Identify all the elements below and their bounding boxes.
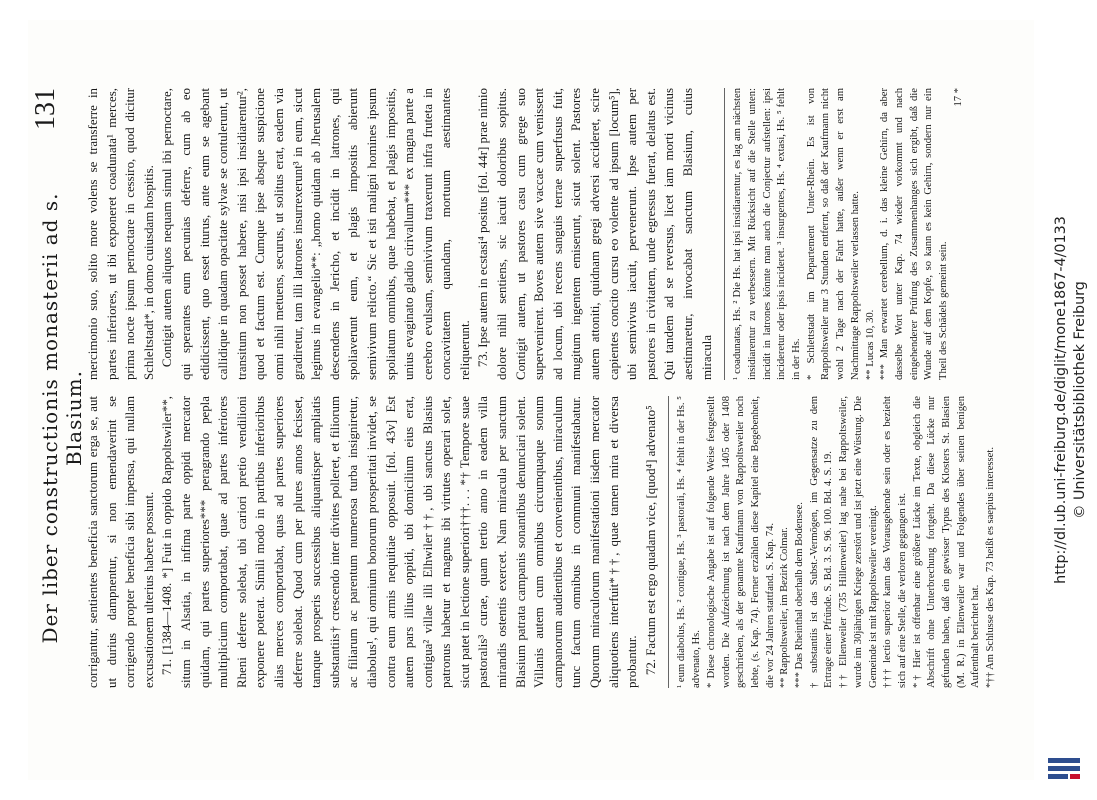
university-library-logo-icon [1044,748,1084,788]
paragraph: 72. Factum est ergo quadam vice, [quod⁴] advenato⁵ [643,405,658,676]
paragraph: corrigantur, sentientes beneficia sanctorum erga se, aut ut durius dampnentur, si non emendaverint se corrigendo propter beneficia sibi impensa, qui nullam excusationem ulterius habere possunt. [86,396,156,688]
footnotes-right [724,88,966,380]
source-url[interactable]: http://dl.ub.uni-freiburg.de/diglit/mone1867-4/0133 [1053,216,1069,584]
footnote: ††† lectio superior kann das Vorausgehende sein oder es bezieht sich auf eine Stelle, die verloren gegangen ist. [882,396,908,688]
footnote: *** Man erwartet cerebellum, d. i. das kleine Gehirn, da aber dasselbe Wort unter Kap. 74 wieder vorkommt und nach eingehenderer Prüfung des Zusammenhanges sich ergibt, daß die Wunde auf dem Kopfe, so kann es kein Gehirn, sondern nur ein Theil des Schädels gemeint sein. [879,88,950,380]
paragraph: 71. [1384—1408. *] Fuit in oppido Rappoltswiler**, situm in Alsatia, in infima parte oppidi mercator quidam, qui partes superiores*** peragrando pepla multiplicium comportabat, quae ad partes inferiores Rheni deferre solebat, ubi cariori pretio vendilioni exponere poterat. Simili modo in partibus inferioribus alias merces comportabat, quas ad partes superiores deferre solebat. Quod cum per plures annos fecisset, tamque prosperis successibus aliquantisper ampliatis substantiis† crescendo inter divites polleret, et filiorum ac filiarum ac parentum numerosa turba insigniretur, diabolus¹, qui omnium bonorum prosperitati invidet, se contra eum armis nequitiae opposuit. [fol. 43v] Est autem pars illius oppidi, ubi domicilium eius erat, contigua² villae illi Elhwiler††, ubi sanctus Blasius patronus habetur et magnus ibi virtutes operari solet, sicut patet in lectione superiori†††. . . *† Tempore suae pastoralis³ curae, quam tertio anno in eadem villa mirandis ostentis exercet. Nam miracula per sanctum Blasium patrata campanis sonantibus denunciari solent. Villanis autem cum omnibus circumquaque sonum campanorum audientibus et convenientibus, miraculum tunc factum omnibus in communi manifestabatur. Quorum miraculorum manifestationi iisdem mercator aliquotiens interfuit*††, quae tamen mira et diversa probantur. [160,396,640,688]
footnote: ¹ coadunatas, Hs. ² Die Hs. hat ipsi insidiarentur, es lag am nächsten insidiarentur zu verbessern. Mit Rücksicht auf die Stelle unten: incidit in latrones könnte man auch die Conjectur aufstellen: ipsi incideretur oder ipsis incideret. ³ insurgentes, Hs. ⁴ extasi, Hs. ⁵ fehlt in der Hs. [732,88,802,380]
rotated-page-container [28,20,1068,780]
footnote: * Schlettstadt im Departement Unter-Rhein. Es ist von Rappoltsweiler nur 3 Stunden entfernt, so daß der Kaufmann nicht wohl 2 Tage nach der Fahrt hatte, außer wenn er erst am Nachmittage Rappoltsweiler verlassen hatte. [805,88,861,380]
footnote: ** Rappoltsweiler, im Bezirk Colmar. [779,527,791,688]
left-column [84,396,999,688]
paragraph: mercimonio suo, solito more volens se transferre in partes inferiores, ut ibi exponeret coadunata¹ merces, prima nocte ipsum pernoctare in cessiro, quod dicitur Schleltstadt*, in domo cuiusdam hospitis. [86,88,156,380]
running-head: Der liber constructionis monasterii ad s. Blasium. [38,192,86,644]
right-column [84,88,966,380]
footnote: * Diese chronologische Angabe ist auf folgende Weise festgestellt worden. Die Aufzeichnung ist nach dem Jahre 1405 oder 1408 geschrieben, als der genannte Kaufmann von Rappoltsweiler noch lebte, (s. Kap. 74). Ferner erzählen diese Kapitel eine Begebenheit, die vor 24 Jahren stattfand. S. Kap. 74. [705,396,776,688]
footnote: *†† Am Schlusse des Kap. 73 heißt es saepius interesset. [985,447,997,688]
footnote: † substantiis ist das Subst.-Vermögen, im Gegensatze zu dem Ertrage einer Pfründe. S. Bd. 3. S. 96. 100. Bd. 4. S. 19. [808,396,835,688]
page-number: 131 [30,88,61,130]
sidebar-text [1052,10,1090,790]
footnote: ** Lucas 10, 30. [864,309,876,380]
footnote: *† Hier ist offenbar eine größere Lücke im Texte, obgleich die Abschrift ohne Unterbrechung fortgeht. Da diese Lücke nur gefunden haben, daß ein gewisser Typus des Klosters St. Blasien (M. R.) in Ellenweiler war und Folgendes über seinen benigen Aufenthalt berichtet hat. [911,396,982,688]
footnote: *** Das Rheinthal oberhalb dem Bodensee. [794,502,806,688]
page-header [28,88,86,688]
library-sidebar [1034,0,1097,800]
footnote: 17 * [952,88,964,107]
footnote: ¹ eum diabolus, Hs. ² contigue, Hs. ³ pastorali, Hs. ⁴ fehlt in der Hs. ⁵ advenato, Hs. [676,396,703,688]
copyright-notice: © Universitätsbibliothek Freiburg [1072,281,1088,519]
footnote: †† Ellenweiler (735 Hillenweiler) lag nahe bei Rappoltsweiler, wurde im 30jährigen Kriege zerstört und ist jetzt eine Wüstung. Die Gemeinde ist mit Rappoltsweiler vereinigt. [838,396,879,688]
book-page [28,20,1068,780]
paragraph: Contigit autem aliquos nequam simul ibi pernoctare, qui sperantes eum pecunias deferre, cum ab eo edidicissent, quo esset iturus, ante eum se agebant callidique in quadam opacitate sylvae se contulerunt, ut transitum non posset habere, nisi ipsi insidiarentur², quod et factum est. Cumque ipse absque suspicione omni nihil metuens, securus, ut solitus erat, eadem via gradiretur, tam illi latrones insurrexerunt³ in eum, sicut legimus in evangelio**: „homo quidam ab Jherusalem descendens in Jericho, et incidit in latrones, qui spoliaverunt eum, et plagis impositis abierunt semivivum relicto.“ Sic et isti maligni homines ipsum spoliatum omnibus, quae habebat, et plagis impositis, unius evaginato gladio cirivallum*** ex magna parte a cerebro evulsam, semivivum traxerunt infra frutetа in concavitatem quandam, mortuum aestimantes reliquerunt. [160,88,472,380]
paragraph: 73. Ipse autem in ecstasi⁴ positus [fol. 44r] prae nimio dolore nihil sentiens, sic iacuit doloribus sopitus. Contigit autem, ut pastores casu cum grege suo supervenirent. Boves autem sive vaccae cum venissent ad locum, ubi recens sanguis terrae superfusus fuit, mugitum ingentem emiserunt, sicut solent. Pastores autem attoniti, quidnam gregi adversi accideret, scire capientes concito cursu eo volente ad ipsum [locum⁵], ubi semivivus iacuit, pervenerunt. Ipse autem per pastores in civitatem, unde egressus fuerat, delatus est. Qui tandem ad se reversus, licet iam morti vicinus aestimaretur, invocabat sanctum Blasium, cuius miracula [476,88,714,380]
footnotes-left [668,396,998,688]
